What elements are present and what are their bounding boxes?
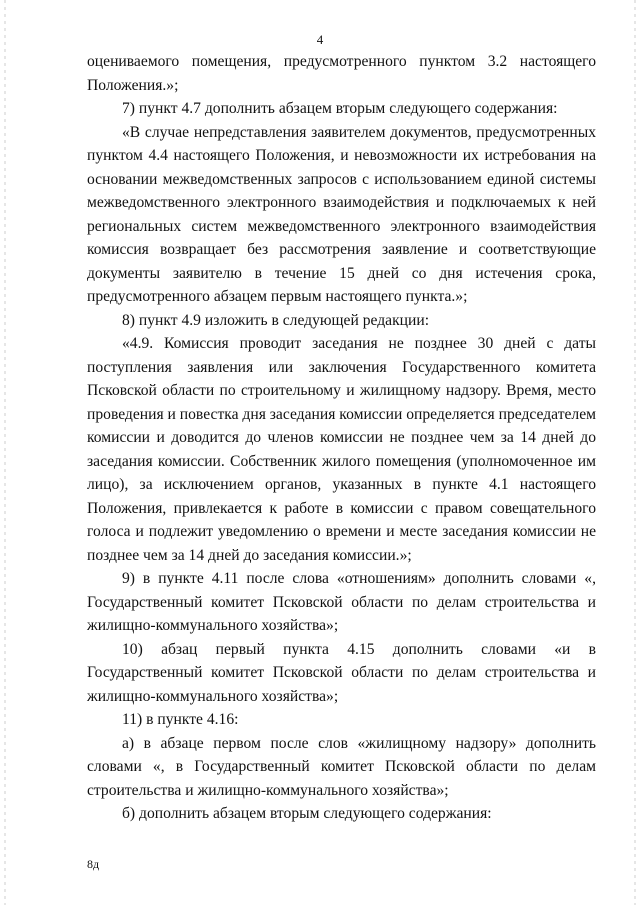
paragraph-item-8: 8) пункт 4.9 изложить в следующей редакции: bbox=[122, 311, 430, 329]
page-number: 4 bbox=[316, 32, 324, 47]
paragraph-item-7: 7) пункт 4.7 дополнить абзацем вторым следующего содержания: bbox=[122, 100, 558, 117]
paragraph-item-11-b: б) дополнить абзацем вторым следующего содержания: bbox=[122, 805, 492, 822]
scan-edge-left bbox=[4, 0, 6, 905]
paragraph-item-10: 10) абзац первый пункта 4.15 дополнить словами «и в Государственный комитет Псковской области по делам строительства и жилищно-коммунального хозяйства»; bbox=[87, 640, 596, 705]
paragraph-item-11: 11) в пункте 4.16: bbox=[122, 711, 239, 728]
paragraph-continuation: оцениваемого помещения, предусмотренного пунктом 3.2 настоящего Положения.»; bbox=[87, 53, 596, 94]
footer-code: 8д bbox=[87, 857, 100, 871]
paragraph-item-9: 9) в пункте 4.11 после слова «отношениям» дополнить словами «, Государственный комитет Псковской области по делам строительства и жилищно-коммунального хозяйства»; bbox=[87, 570, 596, 634]
document-body bbox=[87, 50, 596, 826]
paragraph-quote-4-9: «4.9. Комиссия проводит заседания не позднее 30 дней с даты поступления заявления или заключения Государственного комитета Псковской области по строительному и жилищному надзору. Время, место проведения и повестка дня заседания комиссии определяется председателем комиссии и доводится до членов комиссии не позднее чем за 14 дней до заседания комиссии. Собственник жилого помещения (уполномоченное им лицо), за исключением органов, указанных в пункте 4.1 настоящего Положения, привлекается к работе в комиссии с правом совещательного голоса и подлежит уведомлению о времени и месте заседания комиссии не позднее чем за 14 дней до заседания комиссии.»; bbox=[87, 335, 596, 564]
paragraph-quote-4-7: «В случае непредставления заявителем документов, предусмотренных пунктом 4.4 настоящего Положения, и невозможности их истребования на основании межведомственных запросов с использованием единой системы межведомственного электронного взаимодействия и подключаемых к ней региональных систем межведомственного электронного взаимодействия комиссия возвращает без рассмотрения заявление и соответствующие документы заявителю в течение 15 дней со дня истечения срока, предусмотренного абзацем первым настоящего пункта.»; bbox=[87, 123, 596, 305]
paragraph-item-11-a: а) в абзаце первом после слов «жилищному надзору» дополнить словами «, в Государственный комитет Псковской области по делам строительства и жилищно-коммунального хозяйства»; bbox=[87, 734, 596, 799]
scan-edge-right bbox=[634, 0, 636, 905]
